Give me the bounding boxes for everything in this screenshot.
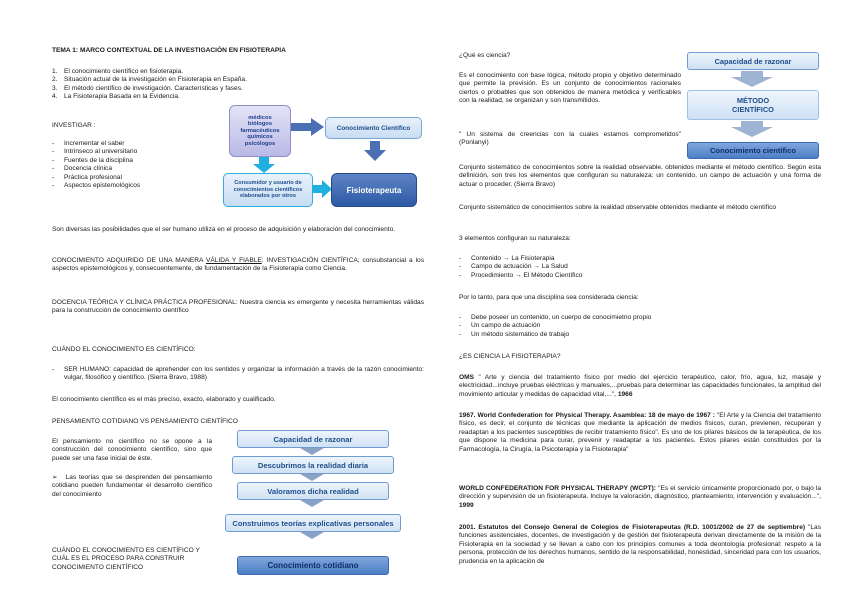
list-item: - SER HUMANO: capacidad de aprehender con los sentidos y organizar la información a través de la razón conocimiento: vulgar, filosófico y científico. (Sierra Bravo, 1988) <box>52 366 424 382</box>
page-title: TEMA 1: MARCO CONTEXTUAL DE LA INVESTIGACIÓN EN FISIOTERAPIA <box>52 47 286 54</box>
list-item: - Campo de actuación → La Salud <box>459 263 568 271</box>
list-item: - Docencia clínica <box>52 165 113 173</box>
paragraph: Es el conocimiento con base lógica, método propio y objetivo determinado que permite la previsión. Es un conjunto de conocimientos racionales ciertos o probables que son obtenidos de manera metódica y verificables con la realidad, se organizan y son transmitidos. <box>459 72 681 105</box>
stack-box: Construimos teorías explicativas personales <box>225 514 401 532</box>
list <box>52 366 424 383</box>
arrow-right-icon <box>312 180 332 198</box>
toc-list <box>52 68 352 102</box>
research-roles-diagram <box>171 103 411 211</box>
stack-box: MÉTODO CIENTÍFICO <box>687 90 819 120</box>
arrow-down-icon <box>731 71 773 87</box>
paragraph: 1967. World Confederation for Physical Therapy. Asamblea: 18 de mayo de 1967 : "El Arte y la Ciencia del tratamiento físico, es decir, el conjunto de técnicas que mediante la aplicación de medios físicos, curan, previenen, recuperan y readaptan a los pacientes susceptibles de recibir tratamiento físico". Es uno de los pilares básicos de la terapéutica, de los que dispone la medicina para curar, prevenir y readaptar a los pacientes. Estos pilares están constituidos por la Farmacología, la Cirugía, la Psicoterapia y la Fisioterapia" <box>459 412 821 453</box>
list-item: - Fuentes de la disciplina <box>52 156 133 164</box>
paragraph: CUÁNDO EL CONOCIMIENTO ES CIENTÍFICO Y CUÁL ES EL PROCESO PARA CONSTRUIR CONOCIMIENTO CIENTÍFICO <box>52 547 200 571</box>
conditions-list <box>459 314 759 339</box>
stack-box: Capacidad de razonar <box>687 52 819 70</box>
list-item: - Contenido → La Fisioterapia <box>459 255 555 262</box>
stack-box: Valoramos dicha realidad <box>237 482 389 500</box>
section-heading: PENSAMIENTO COTIDIANO VS PENSAMIENTO CIENTÍFICO <box>52 418 238 425</box>
arrow-down-icon <box>300 500 324 507</box>
arrow-down-icon <box>364 141 386 161</box>
arrow-down-icon <box>300 474 324 481</box>
list-item: - Un campo de actuación <box>459 322 541 330</box>
list-item: - Intrínseco al universitario <box>52 148 138 156</box>
consumer-box: Consumidor y usuario de conocimientos científicos elaborados por otros <box>223 173 313 207</box>
list-item: 1. El conocimiento científico en fisioterapia. <box>52 68 184 75</box>
paragraph: Conjunto sistemático de conocimientos sobre la realidad observable obtenidos mediante el método científico <box>459 204 777 211</box>
paragraph: Conjunto sistemático de conocimientos sobre la realidad observable, obtenidos mediante el método científico. Según esta definición, son tres los elementos que configuran su naturaleza: un contenido, un campo de actuación y una forma de actuar o proceder. (Sierra Bravo) <box>459 164 821 188</box>
stack-box: Conocimiento científico <box>687 142 819 159</box>
list-item: 3. El método científico de investigación. Características y fases. <box>52 84 243 92</box>
section-heading: CUÁNDO EL CONOCIMIENTO ES CIENTÍFICO: <box>52 346 196 353</box>
paragraph: Son diversas las posibilidades que el ser humano utiliza en el proceso de adquisición y elaboración del conocimiento. <box>52 226 396 233</box>
sources-box: médicos biólogos farmacéuticos químicos psicólogos <box>229 105 291 157</box>
stack-box: Conocimiento cotidiano <box>237 556 389 575</box>
paragraph: CONOCIMIENTO ADQUIRIDO DE UNA MANERA VÁLIDA Y FIABLE: INVESTIGACIÓN CIENTÍFICA; consubstancial a los aspectos epistemológicos y, consecuentemente, de fundamentación de la Fisioterapia como Ciencia. <box>52 257 424 273</box>
section-heading: ¿Qué es ciencia? <box>459 52 511 59</box>
list-item: - Debe poseer un contenido, un cuerpo de conocimietno propio <box>459 314 652 321</box>
paragraph: ➢ Las teorías que se desprenden del pensamiento cotidiano pueden fundamentar el desarrollo científico del conocimiento <box>52 474 212 498</box>
section-heading: ¿ES CIENCIA LA FISIOTERAPIA? <box>459 353 561 360</box>
knowledge-box: Conocimiento Científico <box>325 117 422 139</box>
stack-box: Capacidad de razonar <box>237 430 389 448</box>
arrow-down-icon <box>300 532 324 539</box>
paragraph: El conocimiento científico es el más preciso, exacto, elaborado y cualificado. <box>52 396 276 403</box>
list-item: 2. Situación actual de la investigación en Fisioterapia en España. <box>52 76 247 84</box>
paragraph: WORLD CONFEDERATION FOR PHYSICAL THERAPY (WCPT): "Es el servicio únicamente proporcionado por, o bajo la dirección y supervisión de un fisioterapeuta. Incluye la valoración, diagnóstico, planteamiento, intervención y evaluación...", 1999 <box>459 485 821 509</box>
list-item: 4. La Fisioterapia Basada en la Evidencia. <box>52 93 180 101</box>
list-item: - Incrementar el saber <box>52 140 125 147</box>
elements-list <box>459 255 759 280</box>
paragraph: " Un sistema de creencias con la cuales estamos comprometidos" (Ponlanyi) <box>459 131 681 147</box>
paragraph: DOCENCIA TEÓRICA Y CLÍNICA PRÁCTICA PROFESIONAL: Nuestra ciencia es emergente y necesita herramientas válidas para la construcción de conocimiento científico <box>52 299 424 315</box>
list-item: - Aspectos epistemológicos <box>52 182 141 190</box>
science-method-diagram <box>687 50 817 158</box>
arrow-down-icon <box>731 121 773 137</box>
paragraph: OMS " Arte y ciencia del tratamiento físico por medio del ejercicio terapéutico, calor, frío, agua, luz, masaje y electricidad...incluye pruebas eléctricas y manuales,...pruebas para determinar las capacidades funcionales, la amplitud del movimiento articular y medidas de capacidad vital,...", 1966 <box>459 374 821 398</box>
list-item: - Procedimiento → El Método Científico <box>459 271 583 279</box>
arrow-down-icon <box>300 448 324 455</box>
paragraph: 3 elementos configuran su naturaleza: <box>459 235 571 242</box>
physio-box: Fisioterapeuta <box>331 173 417 207</box>
stack-box: Descubrimos la realidad diaria <box>232 456 394 474</box>
investigar-list <box>52 140 182 190</box>
list-item: - Un método sistemático de trabajo <box>459 330 570 338</box>
arrow-right-icon <box>291 118 325 136</box>
paragraph: 2001. Estatutos del Consejo General de Colegios de Fisioterapeutas (R.D. 1001/2002 de 27 de septiembre) "Las funciones asistenciales, docentes, de investigación y de gestión del fisioterapeuta derivan directamente de la misión de la Fisioterapia en la sociedad y se llevan a cabo con los principios comunes a toda deontología profesional: respeto a la persona, protección de los derechos humanos, sentido de la responsabilidad, honestidad, sinceridad para con los usuarios, prudencia en la aplicación de <box>459 524 821 565</box>
paragraph: Por lo tanto, para que una disciplina sea considerada ciencia: <box>459 294 639 301</box>
paragraph: El pensamiento no científico no se opone a la construcción del conocimiento científico, sino que puede ser una fase inicial de éste. <box>52 438 212 462</box>
investigar-heading: INVESTIGAR : <box>52 122 96 129</box>
list-item: - Práctica profesional <box>52 173 122 181</box>
everyday-knowledge-diagram <box>225 430 399 578</box>
arrow-down-icon <box>253 157 275 173</box>
